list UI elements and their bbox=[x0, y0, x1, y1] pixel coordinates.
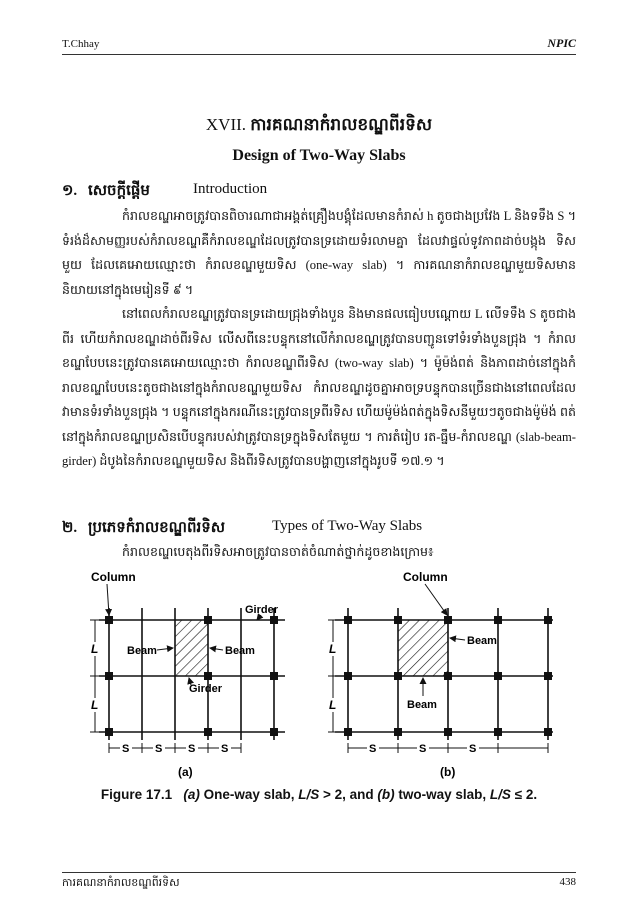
footer-topic: ការគណនាកំរាលខណ្ឌពីរទិស bbox=[62, 877, 180, 889]
girder-top-label-a: Girder bbox=[245, 604, 279, 616]
figure-17-1 bbox=[85, 568, 555, 783]
panel-b-label: (b) bbox=[440, 765, 456, 779]
caption-cond-b: L/S bbox=[489, 787, 511, 802]
slab-hatch-a bbox=[175, 620, 208, 676]
page-number: 438 bbox=[559, 876, 576, 888]
section2-heading-khmer: ប្រភេទកំរាលខណ្ឌពីរទិស bbox=[88, 520, 226, 536]
section1-heading-khmer: សេចក្តីផ្តើម bbox=[88, 183, 150, 199]
section2-body bbox=[62, 540, 576, 565]
girder-bottom-label-a: Girder bbox=[189, 683, 223, 695]
dim-l2-label-b: L bbox=[329, 698, 337, 712]
header-org: NPIC bbox=[547, 36, 576, 50]
caption-part-a: (a) bbox=[183, 787, 200, 802]
beam-right-arrow-b bbox=[450, 638, 465, 640]
chapter-numeral: XVII. bbox=[205, 115, 247, 134]
section1-heading-english: Introduction bbox=[193, 181, 268, 197]
section1-paragraph: កំរាលខណ្ឌអាចត្រូវបានពិចារណាជាអង្គត់គ្រឿងបង្គុំដែលមានកំរាស់ h តូចជាងប្រវែង L និងទទឹង S ។ ទំរង់ដ៏សាមញ្ញរបស់កំរាលខណ្ឌគឺកំរាលខណ្ឌដែលត្រូវបានទ្រដោយទំរលាមគ្នា ដែលវាផ្ទល់ទូវភាពដាច់បង្កុង ទិសមួយ ដែលគេអោយឈ្មោះថា កំរាលខណ្ឌមួយទិស (one-way slab) ។ ការគណនាកំរាលខណ្ឌមួយទិសមាន និយាយនៅក្នុងមេរៀនទី ៩ ។ bbox=[62, 209, 576, 297]
beam-right-label-b: Beam bbox=[467, 635, 497, 647]
header-rule bbox=[62, 54, 576, 55]
slab-hatch-b bbox=[398, 620, 448, 676]
chapter-title-khmer: ការគណនាកំរាលខណ្ឌពីរទិស bbox=[250, 115, 433, 134]
column-label-b: Column bbox=[403, 570, 448, 584]
dim-s-label-b: S bbox=[419, 743, 427, 755]
column-arrow-b bbox=[425, 584, 447, 615]
footer-rule bbox=[62, 872, 576, 873]
column-arrow-a bbox=[107, 584, 109, 615]
dim-l1-label-a: L bbox=[91, 642, 99, 656]
dim-s-label-a: S bbox=[221, 743, 229, 755]
dim-l1-label-b: L bbox=[329, 642, 337, 656]
chapter-title bbox=[0, 114, 638, 139]
section1-paragraph: នៅពេលកំរាលខណ្ឌត្រូវបានទ្រដោយជ្រុងទាំងបួន និងមានផលធៀបបណ្តោយ L លើទទឹង S តូចជាង ពីរ ហើយកំរាលខណ្ឌដាច់ពីរទិស លើសពីនេះបន្ទុកនៅលើកំរាលខណ្ឌត្រូវបានបញ្ជូនទៅទំរទាំងបួនជ្រុង ។ កំរាល ខណ្ឌបែបនេះត្រូវបានគេអោយឈ្មោះថា កំរាលខណ្ឌពីរទិស (two-way slab) ។ ម៉ូម៉ង់ពត់ និងភាពដាច់នៅក្នុងកំ រាលខណ្ឌបែបនេះតូចជាងនៅក្នុងកំរាលខណ្ឌមួយទិស កំរាលខណ្ឌដូចគ្នាអាចទ្របន្ទុកបានច្រើនជាងនៅពេលដែល វាមានទំរទាំងបួនជ្រុង ។ បន្ទុកនៅក្នុងករណីនេះត្រូវបានទ្រពីរទិស ហើយម៉ូម៉ង់ពត់ក្នុងទិសនីមួយៗតូចជាងម៉ូម៉ង់ ពត់នៅក្នុងកំរាលខណ្ឌប្រសិនបើបន្ទុករបស់វាត្រូវបានទ្រក្នុងទិសតែមួយ ។ ការតំរៀប រត-ធ្នឹម-កំរាលខណ្ឌ (slab-beam-girder) ដំបូងនៃកំរាលខណ្ឌមួយទិស និងពីរទិសត្រូវបានបង្ហាញនៅក្នុងរូបទី ១៧.១ ។ bbox=[62, 307, 576, 468]
panel-a bbox=[89, 570, 285, 779]
dim-s-label-a: S bbox=[122, 743, 130, 755]
panel-b bbox=[327, 570, 553, 779]
caption-text-a: One-way slab, bbox=[199, 787, 299, 802]
section2-number: ២. bbox=[62, 520, 78, 536]
caption-rel-a: > 2, and bbox=[319, 787, 378, 802]
panel-a-label: (a) bbox=[178, 765, 193, 779]
beam-right-label-a: Beam bbox=[225, 645, 255, 657]
figure-caption-label: Figure 17.1 bbox=[100, 787, 173, 802]
beam-left-label-a: Beam bbox=[127, 645, 157, 657]
beam-right-arrow-a bbox=[210, 648, 223, 650]
caption-cond-a: L/S bbox=[298, 787, 320, 802]
beam-bottom-label-b: Beam bbox=[407, 699, 437, 711]
figure-caption bbox=[0, 787, 638, 802]
section1-number: ១. bbox=[62, 183, 78, 199]
section2-paragraph: កំរាលខណ្ឌបេតុងពីរទិសអាចត្រូវបានចាត់ចំណាត់ថ្នាក់ដូចខាងក្រោម៖ bbox=[122, 545, 434, 559]
caption-part-b: (b) bbox=[377, 787, 395, 802]
section2-heading-english: Types of Two-Way Slabs bbox=[272, 518, 423, 534]
section1-body bbox=[62, 204, 576, 474]
header-author: T.Chhay bbox=[62, 38, 100, 50]
caption-rel-b: ≤ 2. bbox=[510, 787, 538, 802]
column-label-a: Column bbox=[91, 570, 136, 584]
caption-text-b: two-way slab, bbox=[394, 787, 490, 802]
dim-l2-label-a: L bbox=[91, 698, 99, 712]
dim-s-label-b: S bbox=[369, 743, 377, 755]
beam-left-arrow-a bbox=[157, 648, 173, 650]
dim-s-label-a: S bbox=[155, 743, 163, 755]
dim-s-label-a: S bbox=[188, 743, 196, 755]
dim-s-label-b: S bbox=[469, 743, 477, 755]
chapter-title-english: Design of Two-Way Slabs bbox=[232, 147, 406, 164]
